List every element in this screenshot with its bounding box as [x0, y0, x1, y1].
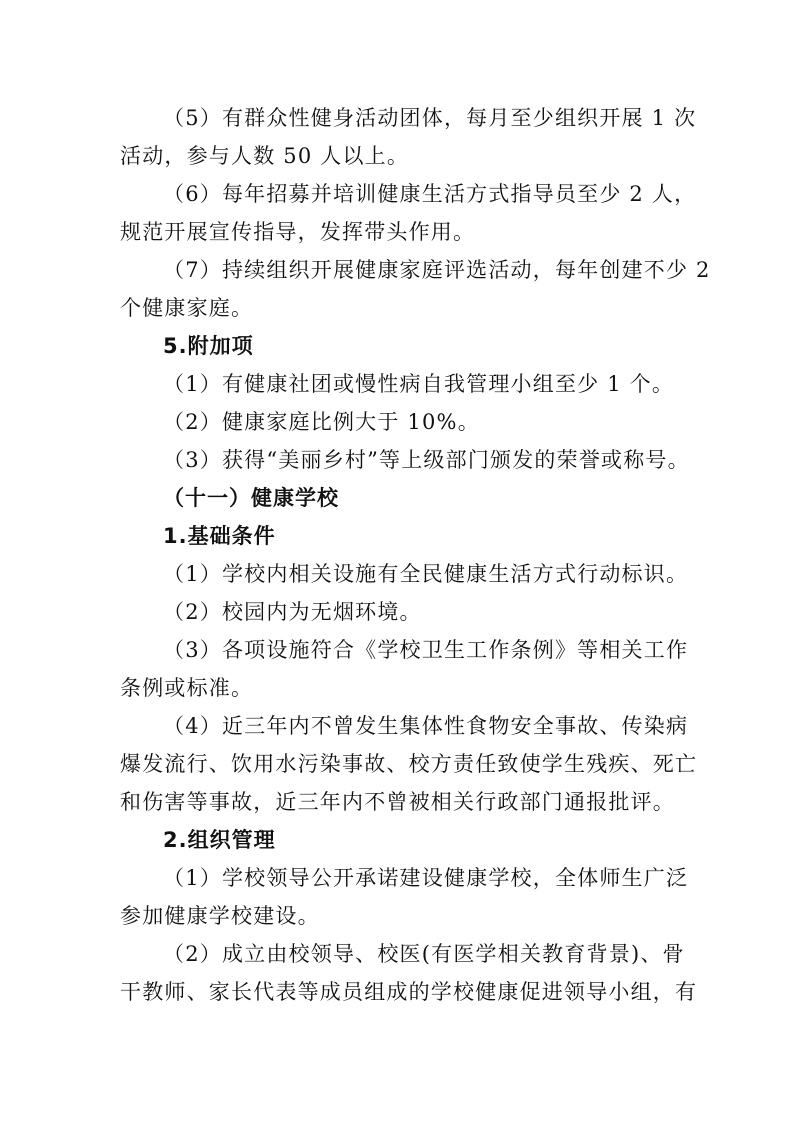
paragraph-line: （1）学校内相关设施有全民健康生活方式行动标识。 — [163, 562, 689, 586]
paragraph-line: 个健康家庭。 — [120, 296, 254, 320]
paragraph-line: （5）有群众性健身活动团体，每月至少组织开展 1 次 — [163, 106, 697, 130]
paragraph-line: （1）学校领导公开承诺建设健康学校，全体师生广泛 — [163, 866, 689, 890]
paragraph-line: （7）持续组织开展健康家庭评选活动，每年创建不少 2 — [163, 258, 711, 282]
paragraph-line: 爆发流行、饮用水污染事故、校方责任致使学生残疾、死亡 — [120, 752, 698, 776]
paragraph-line: （1）有健康社团或慢性病自我管理小组至少 1 个。 — [163, 372, 675, 396]
chapter-heading: （十一）健康学校 — [163, 486, 339, 510]
section-heading: 2.组织管理 — [163, 828, 276, 852]
section-heading: 1.基础条件 — [163, 524, 276, 548]
paragraph-line: （6）每年招募并培训健康生活方式指导员至少 2 人， — [163, 182, 697, 206]
paragraph-line: （3）获得“美丽乡村”等上级部门颁发的荣誉或称号。 — [163, 448, 690, 472]
paragraph-line: （2）健康家庭比例大于 10%。 — [163, 410, 480, 434]
paragraph-line: 参加健康学校建设。 — [120, 904, 320, 928]
paragraph-line: 干教师、家长代表等成员组成的学校健康促进领导小组，有 — [120, 980, 698, 1004]
paragraph-line: （2）校园内为无烟环境。 — [163, 600, 422, 624]
paragraph-line: 规范开展宣传指导，发挥带头作用。 — [120, 220, 476, 244]
paragraph-line: （3）各项设施符合《学校卫生工作条例》等相关工作 — [163, 638, 689, 662]
paragraph-line: 条例或标准。 — [120, 676, 254, 700]
paragraph-line: 活动，参与人数 50 人以上。 — [120, 144, 410, 168]
paragraph-line: 和伤害等事故，近三年内不曾被相关行政部门通报批评。 — [120, 790, 675, 814]
paragraph-line: （4）近三年内不曾发生集体性食物安全事故、传染病 — [163, 714, 689, 738]
section-heading: 5.附加项 — [163, 334, 254, 358]
paragraph-line: （2）成立由校领导、校医(有医学相关教育背景)、骨 — [163, 942, 685, 966]
